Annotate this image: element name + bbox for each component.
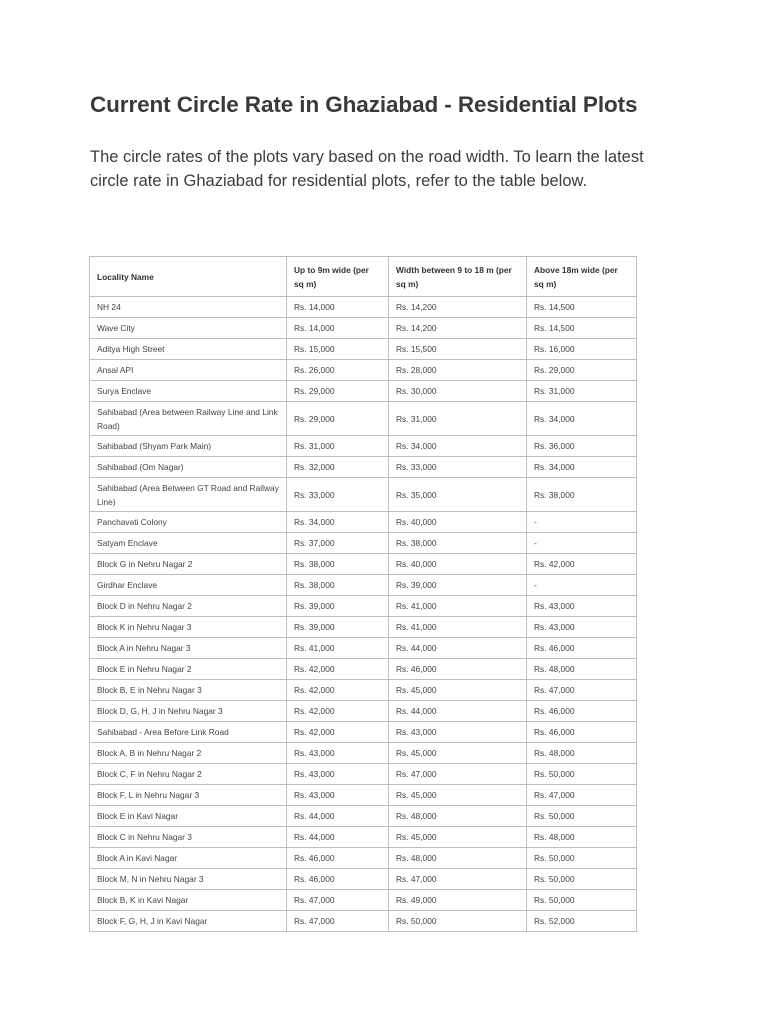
locality-cell: Sahibabad (Area between Railway Line and Link Road) bbox=[90, 402, 287, 436]
table-row bbox=[90, 596, 637, 617]
rate-up-to-9m-cell: Rs. 14,000 bbox=[287, 297, 389, 318]
table-row bbox=[90, 680, 637, 701]
rate-9-to-18m-cell: Rs. 50,000 bbox=[389, 911, 527, 932]
locality-cell: Block F, G, H, J in Kavi Nagar bbox=[90, 911, 287, 932]
rate-9-to-18m-cell: Rs. 41,000 bbox=[389, 617, 527, 638]
table-row bbox=[90, 360, 637, 381]
table-row bbox=[90, 806, 637, 827]
rate-up-to-9m-cell: Rs. 26,000 bbox=[287, 360, 389, 381]
rate-up-to-9m-cell: Rs. 43,000 bbox=[287, 785, 389, 806]
rate-up-to-9m-cell: Rs. 43,000 bbox=[287, 743, 389, 764]
table-header-row bbox=[90, 257, 637, 297]
rate-up-to-9m-cell: Rs. 29,000 bbox=[287, 402, 389, 436]
rate-9-to-18m-cell: Rs. 34,000 bbox=[389, 436, 527, 457]
rate-9-to-18m-cell: Rs. 40,000 bbox=[389, 554, 527, 575]
locality-cell: Surya Enclave bbox=[90, 381, 287, 402]
intro-paragraph: The circle rates of the plots vary based on the road width. To learn the latest circle rate in Ghaziabad for residential plots, refer to the table below. bbox=[90, 148, 644, 190]
rate-above-18m-cell: Rs. 50,000 bbox=[527, 869, 637, 890]
circle-rate-table bbox=[89, 256, 637, 932]
table-row bbox=[90, 638, 637, 659]
rate-above-18m-cell: Rs. 48,000 bbox=[527, 743, 637, 764]
rate-9-to-18m-cell: Rs. 14,200 bbox=[389, 297, 527, 318]
rate-9-to-18m-cell: Rs. 31,000 bbox=[389, 402, 527, 436]
table-row bbox=[90, 764, 637, 785]
header-9-to-18m: Width between 9 to 18 m (per sq m) bbox=[389, 257, 527, 297]
rate-up-to-9m-cell: Rs. 15,000 bbox=[287, 339, 389, 360]
rate-9-to-18m-cell: Rs. 14,200 bbox=[389, 318, 527, 339]
locality-cell: Wave City bbox=[90, 318, 287, 339]
table-row bbox=[90, 911, 637, 932]
rate-above-18m-cell: Rs. 46,000 bbox=[527, 722, 637, 743]
rate-up-to-9m-cell: Rs. 44,000 bbox=[287, 827, 389, 848]
rate-above-18m-cell: Rs. 50,000 bbox=[527, 890, 637, 911]
rate-9-to-18m-cell: Rs. 48,000 bbox=[389, 806, 527, 827]
rate-9-to-18m-cell: Rs. 35,000 bbox=[389, 478, 527, 512]
rate-up-to-9m-cell: Rs. 42,000 bbox=[287, 680, 389, 701]
rate-up-to-9m-cell: Rs. 38,000 bbox=[287, 554, 389, 575]
locality-cell: Block A, B in Nehru Nagar 2 bbox=[90, 743, 287, 764]
table-row bbox=[90, 318, 637, 339]
rate-9-to-18m-cell: Rs. 38,000 bbox=[389, 533, 527, 554]
rate-9-to-18m-cell: Rs. 47,000 bbox=[389, 869, 527, 890]
locality-cell: Sahibabad (Shyam Park Main) bbox=[90, 436, 287, 457]
locality-cell: Block M, N in Nehru Nagar 3 bbox=[90, 869, 287, 890]
table-body bbox=[90, 297, 637, 932]
rate-9-to-18m-cell: Rs. 28,000 bbox=[389, 360, 527, 381]
rate-up-to-9m-cell: Rs. 46,000 bbox=[287, 869, 389, 890]
rate-above-18m-cell: Rs. 14,500 bbox=[527, 297, 637, 318]
rate-above-18m-cell: - bbox=[527, 575, 637, 596]
rate-above-18m-cell: Rs. 31,000 bbox=[527, 381, 637, 402]
table-row bbox=[90, 533, 637, 554]
rate-9-to-18m-cell: Rs. 39,000 bbox=[389, 575, 527, 596]
locality-cell: Satyam Enclave bbox=[90, 533, 287, 554]
rate-above-18m-cell: Rs. 52,000 bbox=[527, 911, 637, 932]
table-row bbox=[90, 848, 637, 869]
table-row bbox=[90, 617, 637, 638]
rate-9-to-18m-cell: Rs. 46,000 bbox=[389, 659, 527, 680]
locality-cell: Block F, L in Nehru Nagar 3 bbox=[90, 785, 287, 806]
header-locality-name: Locality Name bbox=[90, 257, 287, 297]
rate-9-to-18m-cell: Rs. 49,000 bbox=[389, 890, 527, 911]
rate-above-18m-cell: Rs. 46,000 bbox=[527, 701, 637, 722]
rate-up-to-9m-cell: Rs. 47,000 bbox=[287, 911, 389, 932]
table-row bbox=[90, 722, 637, 743]
rate-up-to-9m-cell: Rs. 42,000 bbox=[287, 659, 389, 680]
table-row bbox=[90, 827, 637, 848]
locality-cell: Block D in Nehru Nagar 2 bbox=[90, 596, 287, 617]
rate-above-18m-cell: - bbox=[527, 512, 637, 533]
locality-cell: Block E in Kavi Nagar bbox=[90, 806, 287, 827]
locality-cell: Block D, G, H, J in Nehru Nagar 3 bbox=[90, 701, 287, 722]
locality-cell: Sahibabad (Area Between GT Road and Railway Line) bbox=[90, 478, 287, 512]
locality-cell: Block A in Nehru Nagar 3 bbox=[90, 638, 287, 659]
table-row bbox=[90, 381, 637, 402]
rate-9-to-18m-cell: Rs. 15,500 bbox=[389, 339, 527, 360]
page-title: Current Circle Rate in Ghaziabad - Residential Plots bbox=[90, 92, 638, 117]
rate-up-to-9m-cell: Rs. 39,000 bbox=[287, 617, 389, 638]
rate-above-18m-cell: Rs. 47,000 bbox=[527, 785, 637, 806]
rate-above-18m-cell: Rs. 38,000 bbox=[527, 478, 637, 512]
rate-up-to-9m-cell: Rs. 42,000 bbox=[287, 701, 389, 722]
locality-cell: Block K in Nehru Nagar 3 bbox=[90, 617, 287, 638]
rate-up-to-9m-cell: Rs. 14,000 bbox=[287, 318, 389, 339]
rate-up-to-9m-cell: Rs. 31,000 bbox=[287, 436, 389, 457]
table-row bbox=[90, 890, 637, 911]
locality-cell: Girdhar Enclave bbox=[90, 575, 287, 596]
locality-cell: Block B, K in Kavi Nagar bbox=[90, 890, 287, 911]
rate-up-to-9m-cell: Rs. 46,000 bbox=[287, 848, 389, 869]
rate-above-18m-cell: Rs. 36,000 bbox=[527, 436, 637, 457]
header-above-18m: Above 18m wide (per sq m) bbox=[527, 257, 637, 297]
rate-above-18m-cell: Rs. 34,000 bbox=[527, 402, 637, 436]
table-row bbox=[90, 575, 637, 596]
rate-above-18m-cell: Rs. 48,000 bbox=[527, 827, 637, 848]
rate-above-18m-cell: Rs. 34,000 bbox=[527, 457, 637, 478]
locality-cell: Sahibabad - Area Before Link Road bbox=[90, 722, 287, 743]
rate-9-to-18m-cell: Rs. 48,000 bbox=[389, 848, 527, 869]
rate-9-to-18m-cell: Rs. 47,000 bbox=[389, 764, 527, 785]
table-row bbox=[90, 436, 637, 457]
rate-9-to-18m-cell: Rs. 41,000 bbox=[389, 596, 527, 617]
locality-cell: Block C in Nehru Nagar 3 bbox=[90, 827, 287, 848]
locality-cell: Block E in Nehru Nagar 2 bbox=[90, 659, 287, 680]
rate-above-18m-cell: Rs. 14,500 bbox=[527, 318, 637, 339]
rate-9-to-18m-cell: Rs. 44,000 bbox=[389, 638, 527, 659]
locality-cell: Block B, E in Nehru Nagar 3 bbox=[90, 680, 287, 701]
rate-up-to-9m-cell: Rs. 47,000 bbox=[287, 890, 389, 911]
locality-cell: NH 24 bbox=[90, 297, 287, 318]
rate-up-to-9m-cell: Rs. 34,000 bbox=[287, 512, 389, 533]
locality-cell: Block A in Kavi Nagar bbox=[90, 848, 287, 869]
rate-above-18m-cell: Rs. 16,000 bbox=[527, 339, 637, 360]
rate-above-18m-cell: - bbox=[527, 533, 637, 554]
table-row bbox=[90, 297, 637, 318]
rate-above-18m-cell: Rs. 42,000 bbox=[527, 554, 637, 575]
locality-cell: Sahibabad (Om Nagar) bbox=[90, 457, 287, 478]
rate-9-to-18m-cell: Rs. 40,000 bbox=[389, 512, 527, 533]
rate-above-18m-cell: Rs. 43,000 bbox=[527, 617, 637, 638]
table-row bbox=[90, 869, 637, 890]
table-row bbox=[90, 659, 637, 680]
locality-cell: Panchavati Colony bbox=[90, 512, 287, 533]
table-row bbox=[90, 478, 637, 512]
rate-9-to-18m-cell: Rs. 45,000 bbox=[389, 680, 527, 701]
rate-up-to-9m-cell: Rs. 42,000 bbox=[287, 722, 389, 743]
table-row bbox=[90, 402, 637, 436]
rate-9-to-18m-cell: Rs. 44,000 bbox=[389, 701, 527, 722]
rate-up-to-9m-cell: Rs. 33,000 bbox=[287, 478, 389, 512]
rate-up-to-9m-cell: Rs. 41,000 bbox=[287, 638, 389, 659]
rate-above-18m-cell: Rs. 50,000 bbox=[527, 806, 637, 827]
rate-above-18m-cell: Rs. 50,000 bbox=[527, 764, 637, 785]
rate-9-to-18m-cell: Rs. 45,000 bbox=[389, 743, 527, 764]
rate-9-to-18m-cell: Rs. 45,000 bbox=[389, 827, 527, 848]
table-row bbox=[90, 701, 637, 722]
rate-up-to-9m-cell: Rs. 43,000 bbox=[287, 764, 389, 785]
table-row bbox=[90, 512, 637, 533]
rate-up-to-9m-cell: Rs. 37,000 bbox=[287, 533, 389, 554]
rate-above-18m-cell: Rs. 50,000 bbox=[527, 848, 637, 869]
locality-cell: Block G in Nehru Nagar 2 bbox=[90, 554, 287, 575]
rate-up-to-9m-cell: Rs. 39,000 bbox=[287, 596, 389, 617]
rate-above-18m-cell: Rs. 46,000 bbox=[527, 638, 637, 659]
rate-up-to-9m-cell: Rs. 44,000 bbox=[287, 806, 389, 827]
header-up-to-9m: Up to 9m wide (per sq m) bbox=[287, 257, 389, 297]
table-row bbox=[90, 785, 637, 806]
rate-9-to-18m-cell: Rs. 30,000 bbox=[389, 381, 527, 402]
table-row bbox=[90, 457, 637, 478]
table-row bbox=[90, 554, 637, 575]
rate-above-18m-cell: Rs. 43,000 bbox=[527, 596, 637, 617]
locality-cell: Aditya High Street bbox=[90, 339, 287, 360]
rate-9-to-18m-cell: Rs. 33,000 bbox=[389, 457, 527, 478]
locality-cell: Block C, F in Nehru Nagar 2 bbox=[90, 764, 287, 785]
rate-9-to-18m-cell: Rs. 43,000 bbox=[389, 722, 527, 743]
rate-above-18m-cell: Rs. 29,000 bbox=[527, 360, 637, 381]
rate-above-18m-cell: Rs. 48,000 bbox=[527, 659, 637, 680]
locality-cell: Ansal API bbox=[90, 360, 287, 381]
table-row bbox=[90, 743, 637, 764]
rate-9-to-18m-cell: Rs. 45,000 bbox=[389, 785, 527, 806]
rate-up-to-9m-cell: Rs. 32,000 bbox=[287, 457, 389, 478]
table-row bbox=[90, 339, 637, 360]
rate-up-to-9m-cell: Rs. 38,000 bbox=[287, 575, 389, 596]
rate-up-to-9m-cell: Rs. 29,000 bbox=[287, 381, 389, 402]
rate-above-18m-cell: Rs. 47,000 bbox=[527, 680, 637, 701]
